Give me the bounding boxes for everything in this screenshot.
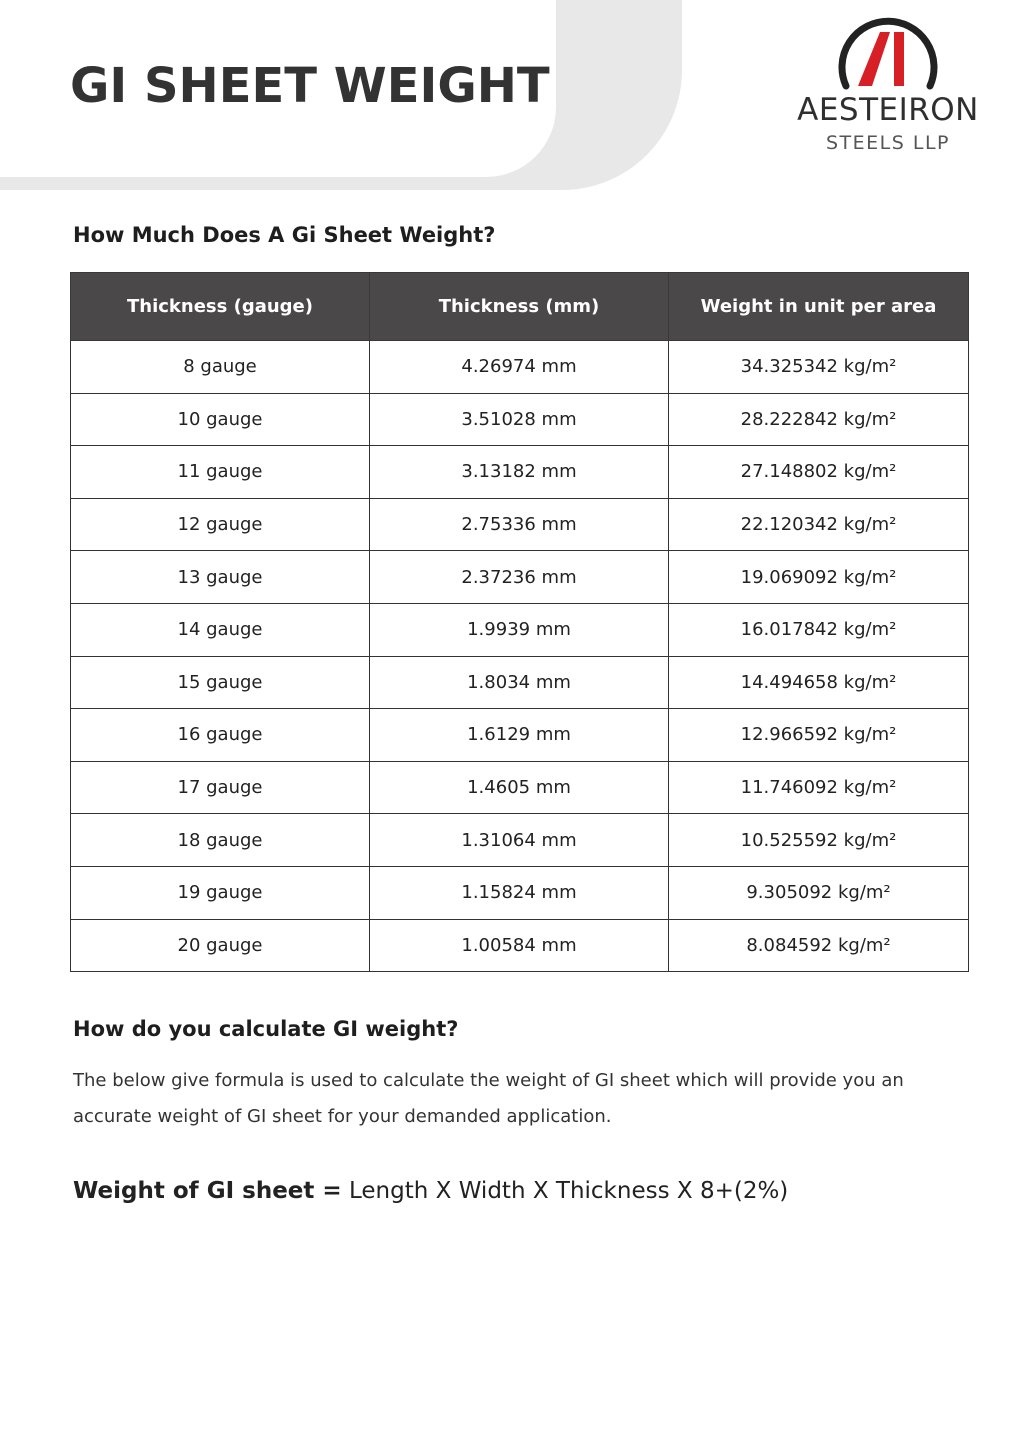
section-heading-weight: How Much Does A Gi Sheet Weight?	[73, 223, 496, 247]
cell-weight: 22.120342 kg/m²	[669, 498, 969, 551]
formula-label: Weight of GI sheet =	[73, 1178, 342, 1204]
cell-gauge: 18 gauge	[71, 814, 370, 867]
cell-thickness-mm: 3.13182 mm	[370, 446, 669, 499]
cell-gauge: 11 gauge	[71, 446, 370, 499]
cell-gauge: 19 gauge	[71, 866, 370, 919]
cell-gauge: 20 gauge	[71, 919, 370, 972]
cell-gauge: 12 gauge	[71, 498, 370, 551]
cell-gauge: 15 gauge	[71, 656, 370, 709]
table-row	[71, 498, 969, 551]
formula-description: The below give formula is used to calculate the weight of GI sheet which will provide you an accurate weight of GI sheet for your demanded application.	[73, 1070, 904, 1127]
cell-thickness-mm: 1.4605 mm	[370, 761, 669, 814]
cell-gauge: 10 gauge	[71, 393, 370, 446]
cell-thickness-mm: 1.8034 mm	[370, 656, 669, 709]
cell-weight: 10.525592 kg/m²	[669, 814, 969, 867]
table-row	[71, 551, 969, 604]
cell-weight: 9.305092 kg/m²	[669, 866, 969, 919]
table-row	[71, 814, 969, 867]
logo-name: AESTEIRON	[797, 92, 979, 128]
cell-gauge: 16 gauge	[71, 709, 370, 762]
table-row	[71, 709, 969, 762]
table-row	[71, 446, 969, 499]
cell-weight: 8.084592 kg/m²	[669, 919, 969, 972]
cell-weight: 34.325342 kg/m²	[669, 341, 969, 394]
cell-thickness-mm: 1.00584 mm	[370, 919, 669, 972]
section-heading-calculate: How do you calculate GI weight?	[73, 1017, 459, 1041]
accent-a-stroke	[858, 32, 890, 86]
accent-i-stroke	[894, 32, 904, 86]
cell-weight: 28.222842 kg/m²	[669, 393, 969, 446]
cell-weight: 27.148802 kg/m²	[669, 446, 969, 499]
table-row	[71, 393, 969, 446]
cell-gauge: 14 gauge	[71, 603, 370, 656]
cell-weight: 19.069092 kg/m²	[669, 551, 969, 604]
cell-thickness-mm: 1.6129 mm	[370, 709, 669, 762]
cell-gauge: 13 gauge	[71, 551, 370, 604]
cell-weight: 14.494658 kg/m²	[669, 656, 969, 709]
gauge-weight-table	[70, 272, 969, 972]
column-header-gauge: Thickness (gauge)	[71, 273, 370, 341]
cell-thickness-mm: 1.15824 mm	[370, 866, 669, 919]
cell-thickness-mm: 4.26974 mm	[370, 341, 669, 394]
cell-weight: 11.746092 kg/m²	[669, 761, 969, 814]
column-header-weight: Weight in unit per area	[669, 273, 969, 341]
logo-subtitle: STEELS LLP	[826, 132, 950, 154]
cell-gauge: 8 gauge	[71, 341, 370, 394]
table-row	[71, 761, 969, 814]
cell-thickness-mm: 1.31064 mm	[370, 814, 669, 867]
cell-weight: 12.966592 kg/m²	[669, 709, 969, 762]
cell-gauge: 17 gauge	[71, 761, 370, 814]
column-header-mm: Thickness (mm)	[370, 273, 669, 341]
table-row	[71, 603, 969, 656]
table-row	[71, 341, 969, 394]
company-logo	[788, 14, 988, 159]
formula-expression: Length X Width X Thickness X 8+(2%)	[341, 1178, 789, 1204]
table-body	[71, 341, 969, 972]
cell-thickness-mm: 2.75336 mm	[370, 498, 669, 551]
cell-weight: 16.017842 kg/m²	[669, 603, 969, 656]
table-row	[71, 866, 969, 919]
formula-line	[73, 1178, 788, 1204]
table-row	[71, 656, 969, 709]
cell-thickness-mm: 3.51028 mm	[370, 393, 669, 446]
table-header-row	[71, 273, 969, 341]
ai-monogram-icon	[836, 14, 940, 90]
cell-thickness-mm: 2.37236 mm	[370, 551, 669, 604]
table-row	[71, 919, 969, 972]
cell-thickness-mm: 1.9939 mm	[370, 603, 669, 656]
page-title: GI SHEET WEIGHT	[70, 58, 550, 114]
